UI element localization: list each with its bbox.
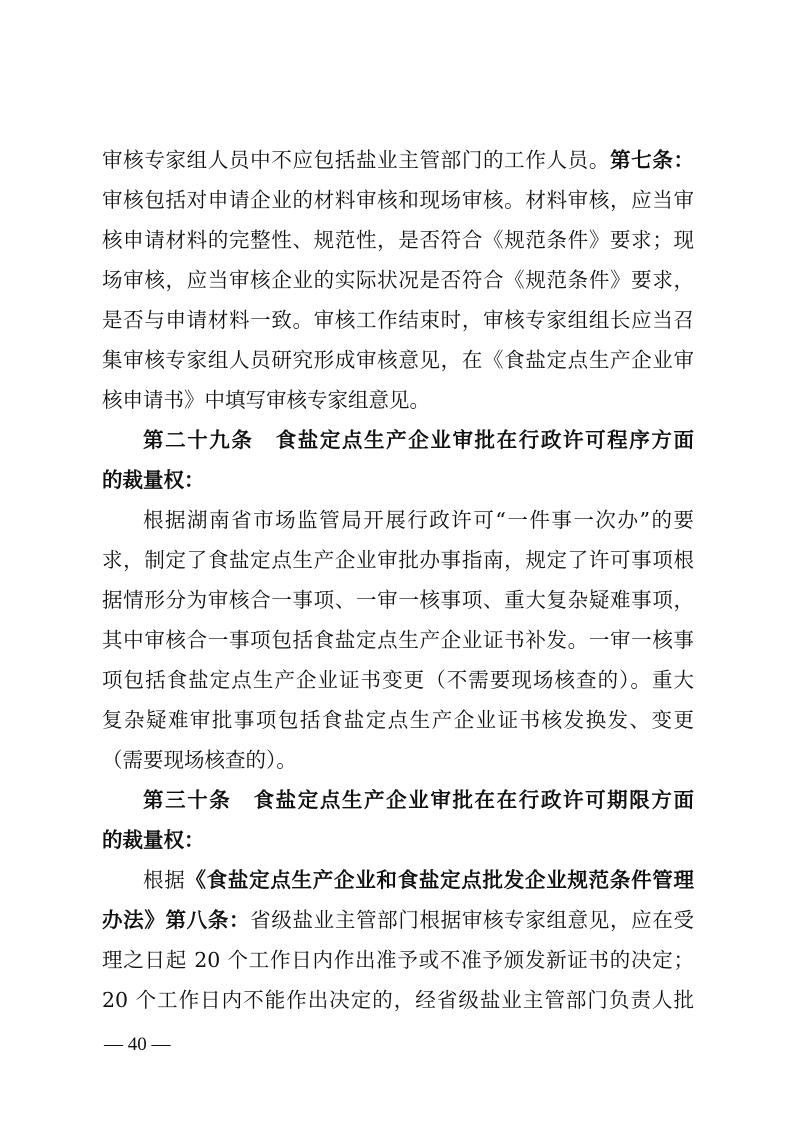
- intro-line-5: 是否与申请材料一致。审核工作结束时，审核专家组组长应当召: [102, 308, 694, 332]
- article-29-line-6: 复杂疑难审批事项包括食盐定点生产企业证书核发换发、变更: [102, 708, 694, 732]
- article-29-line-3: 据情形分为审核合一事项、一审一核事项、重大复杂疑难事项，: [102, 588, 694, 612]
- intro-line-4: 场审核，应当审核企业的实际状况是否符合《规范条件》要求，: [102, 268, 694, 292]
- article-29-heading-cont: [102, 460, 694, 500]
- article-30-line-1: [143, 860, 694, 900]
- article-30-heading-cont-text: 的裁量权：: [102, 828, 205, 852]
- article-30-line-2-text: 省级盐业主管部门根据审核专家组意见，应在受: [250, 908, 695, 932]
- article-30-heading: [143, 780, 694, 820]
- article-29-heading-cont-text: 的裁量权：: [102, 468, 205, 492]
- intro-text: 审核专家组人员中不应包括盐业主管部门的工作人员。: [102, 148, 610, 172]
- page-number: — 40 —: [104, 1034, 171, 1055]
- intro-line-2: 审核包括对申请企业的材料审核和现场审核。材料审核，应当审: [102, 188, 694, 212]
- article-29-line-1: 根据湖南省市场监管局开展行政许可“一件事一次办”的要: [143, 508, 694, 532]
- article-30-line-4: 20 个工作日内不能作出决定的，经省级盐业主管部门负责人批: [102, 988, 694, 1012]
- article-30-heading-cont: [102, 820, 694, 860]
- intro-line-1: [102, 140, 694, 180]
- intro-line-6: 集审核专家组人员研究形成审核意见，在《食盐定点生产企业审: [102, 348, 694, 372]
- regulation-title-cont: 办法》第八条：: [102, 908, 251, 932]
- article-30-line-3: 理之日起 20 个工作日内作出准予或不准予颁发新证书的决定；: [102, 948, 694, 972]
- article-30-heading-text: 第三十条 食盐定点生产企业审批在在行政许可期限方面: [143, 788, 694, 812]
- regulation-title: 《食盐定点生产企业和食盐定点批发企业规范条件管理: [185, 868, 695, 892]
- article-29-heading: [143, 420, 694, 460]
- article-7-label: 第七条：: [610, 148, 694, 172]
- article-29-line-2: 求，制定了食盐定点生产企业审批办事指南，规定了许可事项根: [102, 548, 694, 572]
- article-30-line-2: [102, 900, 694, 940]
- article-29-heading-text: 第二十九条 食盐定点生产企业审批在行政许可程序方面: [143, 428, 694, 452]
- intro-line-3: 核申请材料的完整性、规范性，是否符合《规范条件》要求；现: [102, 228, 694, 252]
- article-30-line-1-lead: 根据: [143, 868, 186, 892]
- article-29-line-5: 项包括食盐定点生产企业证书变更（不需要现场核查的）。重大: [102, 668, 694, 692]
- article-29-line-4: 其中审核合一事项包括食盐定点生产企业证书补发。一审一核事: [102, 628, 694, 652]
- intro-line-7: 核申请书》中填写审核专家组意见。: [102, 388, 430, 412]
- article-29-line-7: （需要现场核查的）。: [102, 748, 297, 772]
